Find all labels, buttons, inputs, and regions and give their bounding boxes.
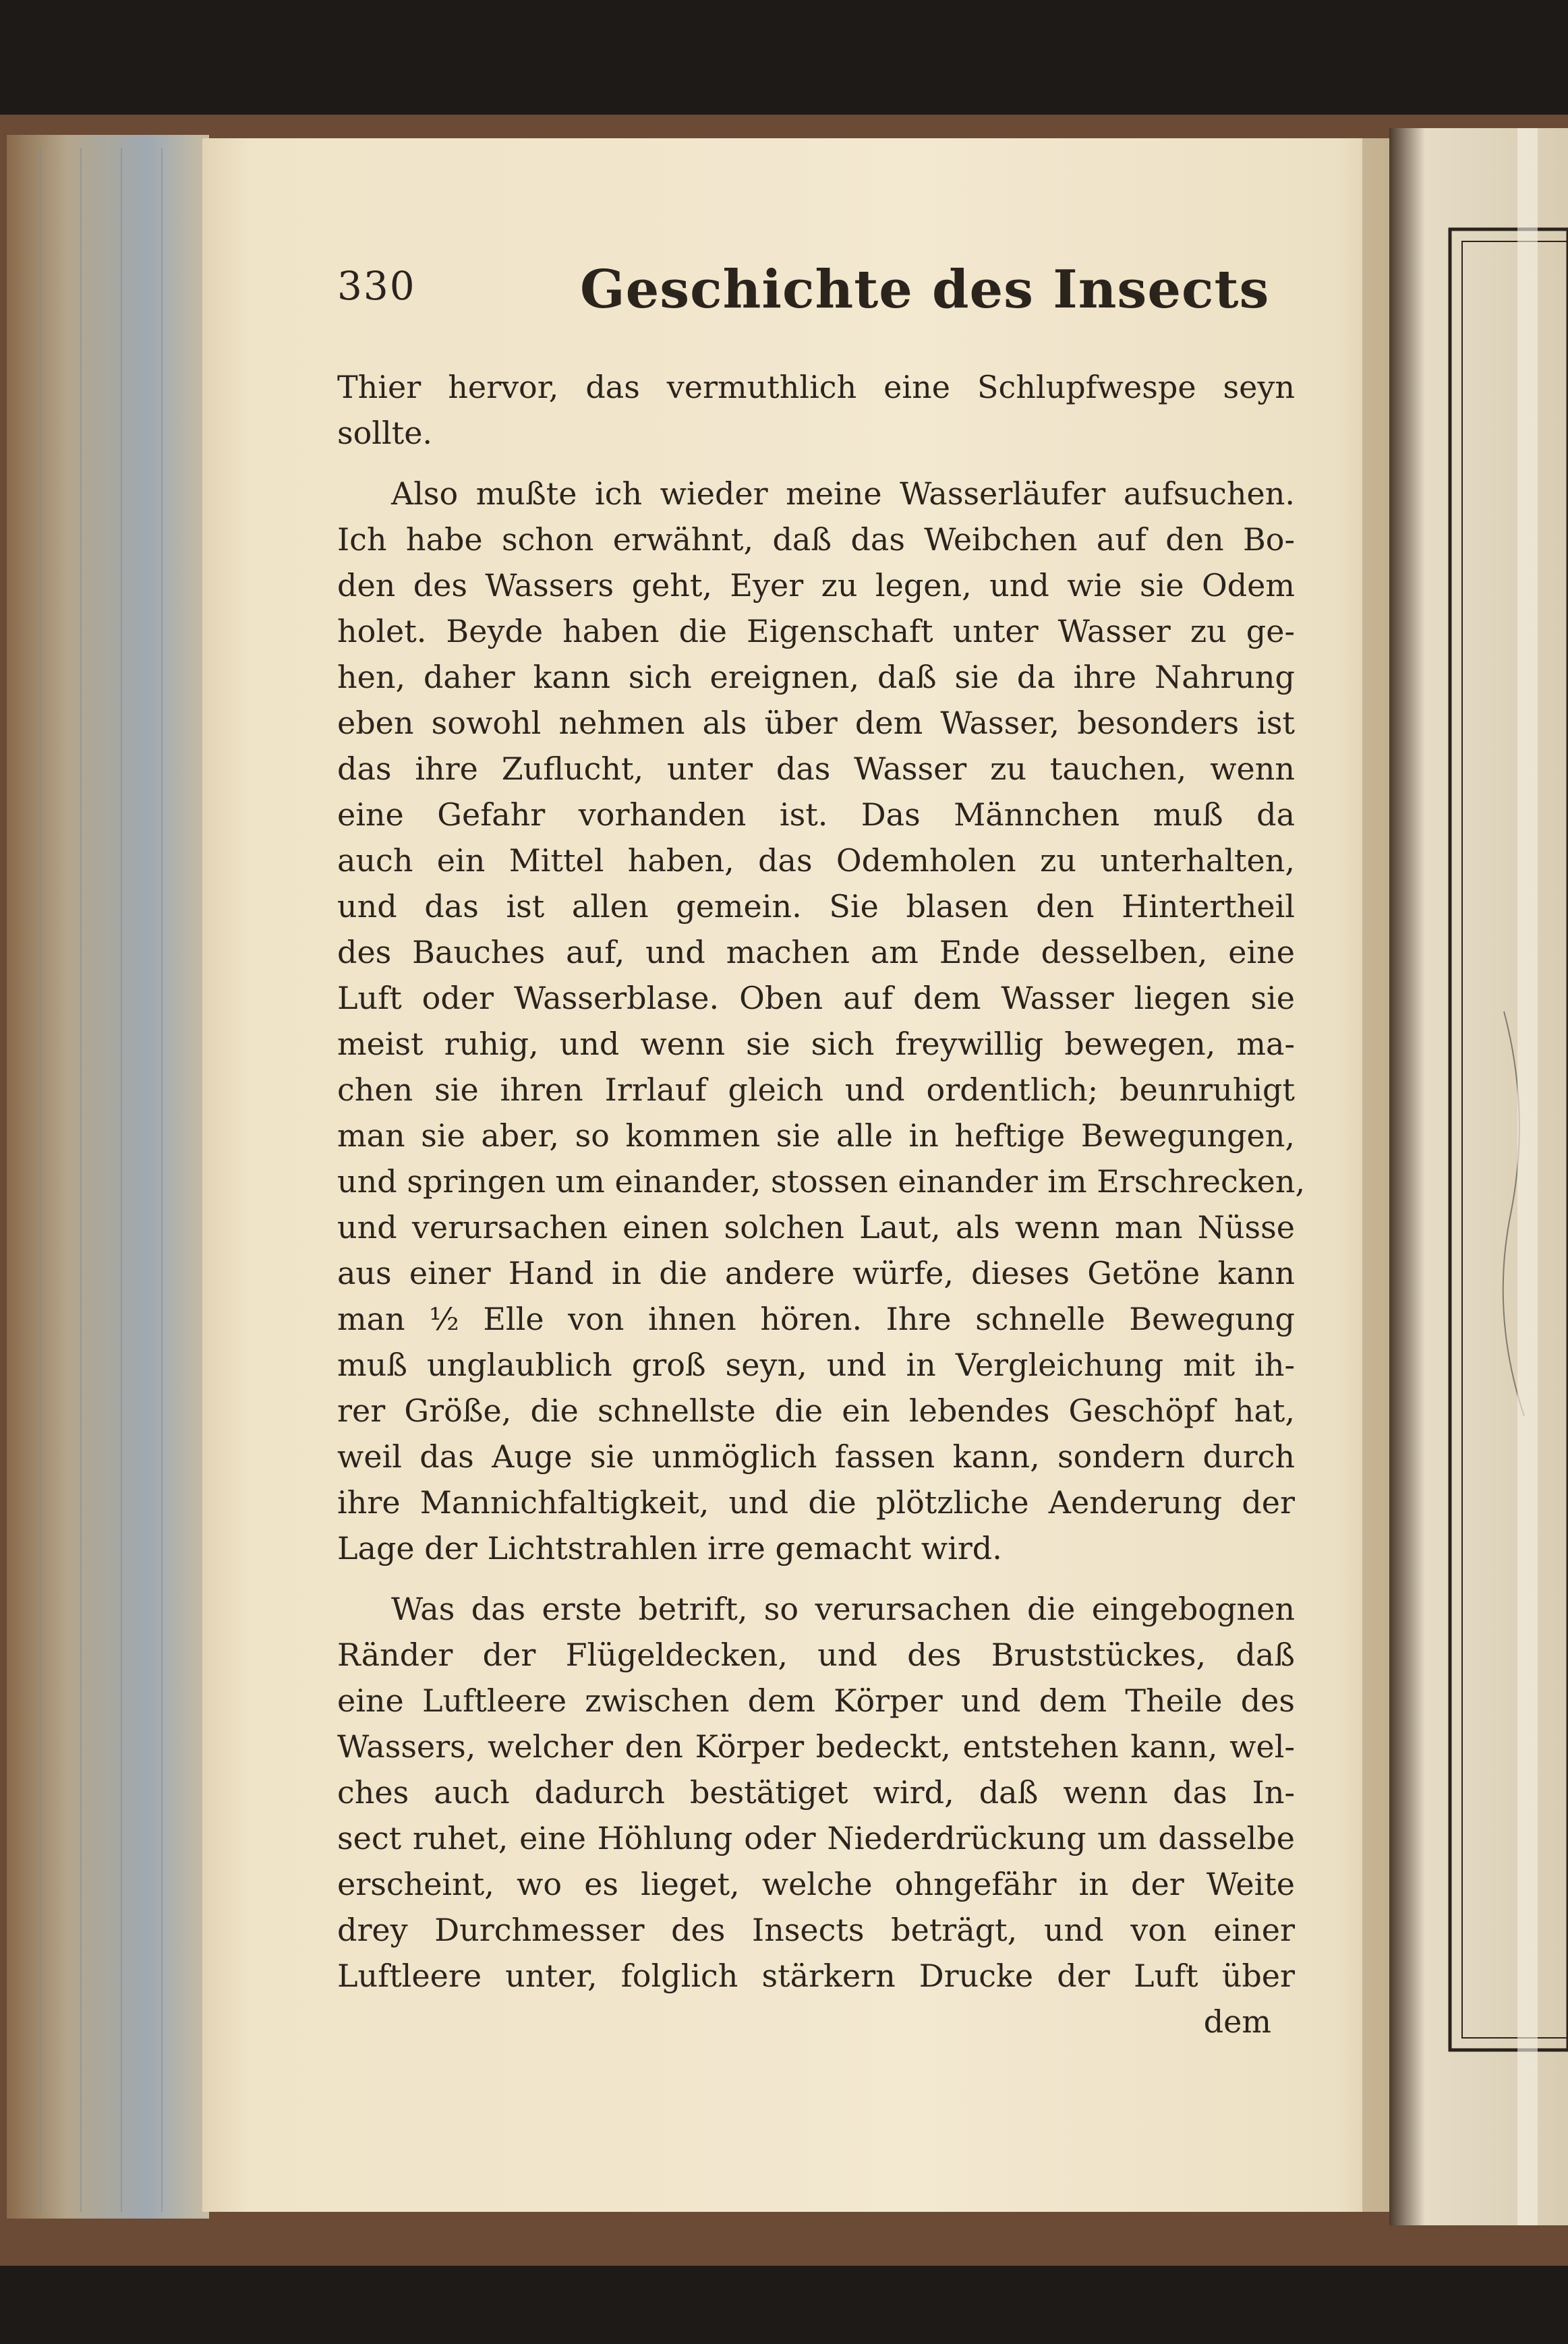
text-line: chen sie ihren Irrlauf gleich und ordentlich; beunruhigt: [337, 1072, 1295, 1108]
text-line: eine Gefahr vorhanden ist. Das Männchen muß da: [337, 796, 1295, 833]
text-line: ches auch dadurch bestätiget wird, daß wenn das In-: [337, 1774, 1295, 1811]
text-line: Also mußte ich wieder meine Wasserläufer aufsuchen.: [391, 475, 1295, 512]
paragraph: [337, 1586, 1295, 1999]
text-line: erscheint, wo es lieget, welche ohngefähr in der Weite: [337, 1866, 1295, 1902]
text-line: Luftleere unter, folglich stärkern Drucke der Luft über: [337, 1958, 1295, 1994]
page-header: [337, 259, 1295, 364]
text-line: eine Luftleere zwischen dem Körper und dem Theile des: [337, 1682, 1295, 1719]
text-line: und das ist allen gemein. Sie blasen den Hintertheil: [337, 888, 1295, 925]
text-line: Wassers, welcher den Körper bedeckt, entstehen kann, wel-: [337, 1728, 1295, 1765]
text-line: eben sowohl nehmen als über dem Wasser, besonders ist: [337, 705, 1295, 741]
text-line: weil das Auge sie unmöglich fassen kann, sondern durch: [337, 1438, 1295, 1475]
text-line: des Bauches auf, und machen am Ende desselben, eine: [337, 934, 1295, 970]
text-line: das ihre Zuflucht, unter das Wasser zu tauchen, wenn: [337, 751, 1295, 787]
text-line: den des Wassers geht, Eyer zu legen, und wie sie Odem: [337, 567, 1295, 604]
text-line: und springen um einander, stossen einander im Erschrecken,: [337, 1163, 1306, 1200]
text-line: ihre Mannichfaltigkeit, und die plötzliche Aenderung der: [337, 1484, 1295, 1521]
text-line: drey Durchmesser des Insects beträgt, und von einer: [337, 1912, 1295, 1948]
text-line: sect ruhet, eine Höhlung oder Niederdrückung um dasselbe: [337, 1820, 1295, 1856]
text-line: Ich habe schon erwähnt, daß das Weibchen auf den Bo-: [337, 521, 1295, 558]
text-line: man sie aber, so kommen sie alle in heftige Bewegungen,: [337, 1117, 1295, 1154]
text-line: meist ruhig, und wenn sie sich freywillig bewegen, ma-: [337, 1026, 1295, 1062]
page-number: 330: [337, 263, 416, 309]
text-line: auch ein Mittel haben, das Odemholen zu unterhalten,: [337, 842, 1295, 879]
text-line: rer Größe, die schnellste die ein lebendes Geschöpf hat,: [337, 1393, 1295, 1429]
text-line: Lage der Lichtstrahlen irre gemacht wird.: [337, 1530, 1002, 1566]
running-head: Geschichte des Insects: [580, 259, 1270, 320]
text-line: hen, daher kann sich ereignen, daß sie da ihre Nahrung: [337, 659, 1295, 695]
catchword: dem: [1203, 2003, 1271, 2040]
text-line: Luft oder Wasserblase. Oben auf dem Wasser liegen sie: [337, 980, 1295, 1016]
paragraph: [337, 471, 1306, 1571]
text-line: Thier hervor, das vermuthlich eine Schlupfwespe seyn: [337, 369, 1295, 405]
text-line: muß unglaublich groß seyn, und in Vergleichung mit ih-: [337, 1347, 1295, 1383]
text-line: sollte.: [337, 415, 433, 451]
paragraph: [337, 364, 1295, 456]
book-page: [337, 259, 1306, 2045]
text-line: Ränder der Flügeldecken, und des Bruststückes, daß: [337, 1637, 1295, 1673]
text-line: holet. Beyde haben die Eigenschaft unter Wasser zu ge-: [337, 613, 1295, 649]
text-line: Was das erste betrift, so verursachen die eingebognen: [391, 1591, 1295, 1627]
text-line: aus einer Hand in die andere würfe, dieses Getöne kann: [337, 1255, 1295, 1291]
text-line: und verursachen einen solchen Laut, als wenn man Nüsse: [337, 1209, 1295, 1246]
text-line: man ½ Elle von ihnen hören. Ihre schnelle Bewegung: [337, 1301, 1295, 1337]
